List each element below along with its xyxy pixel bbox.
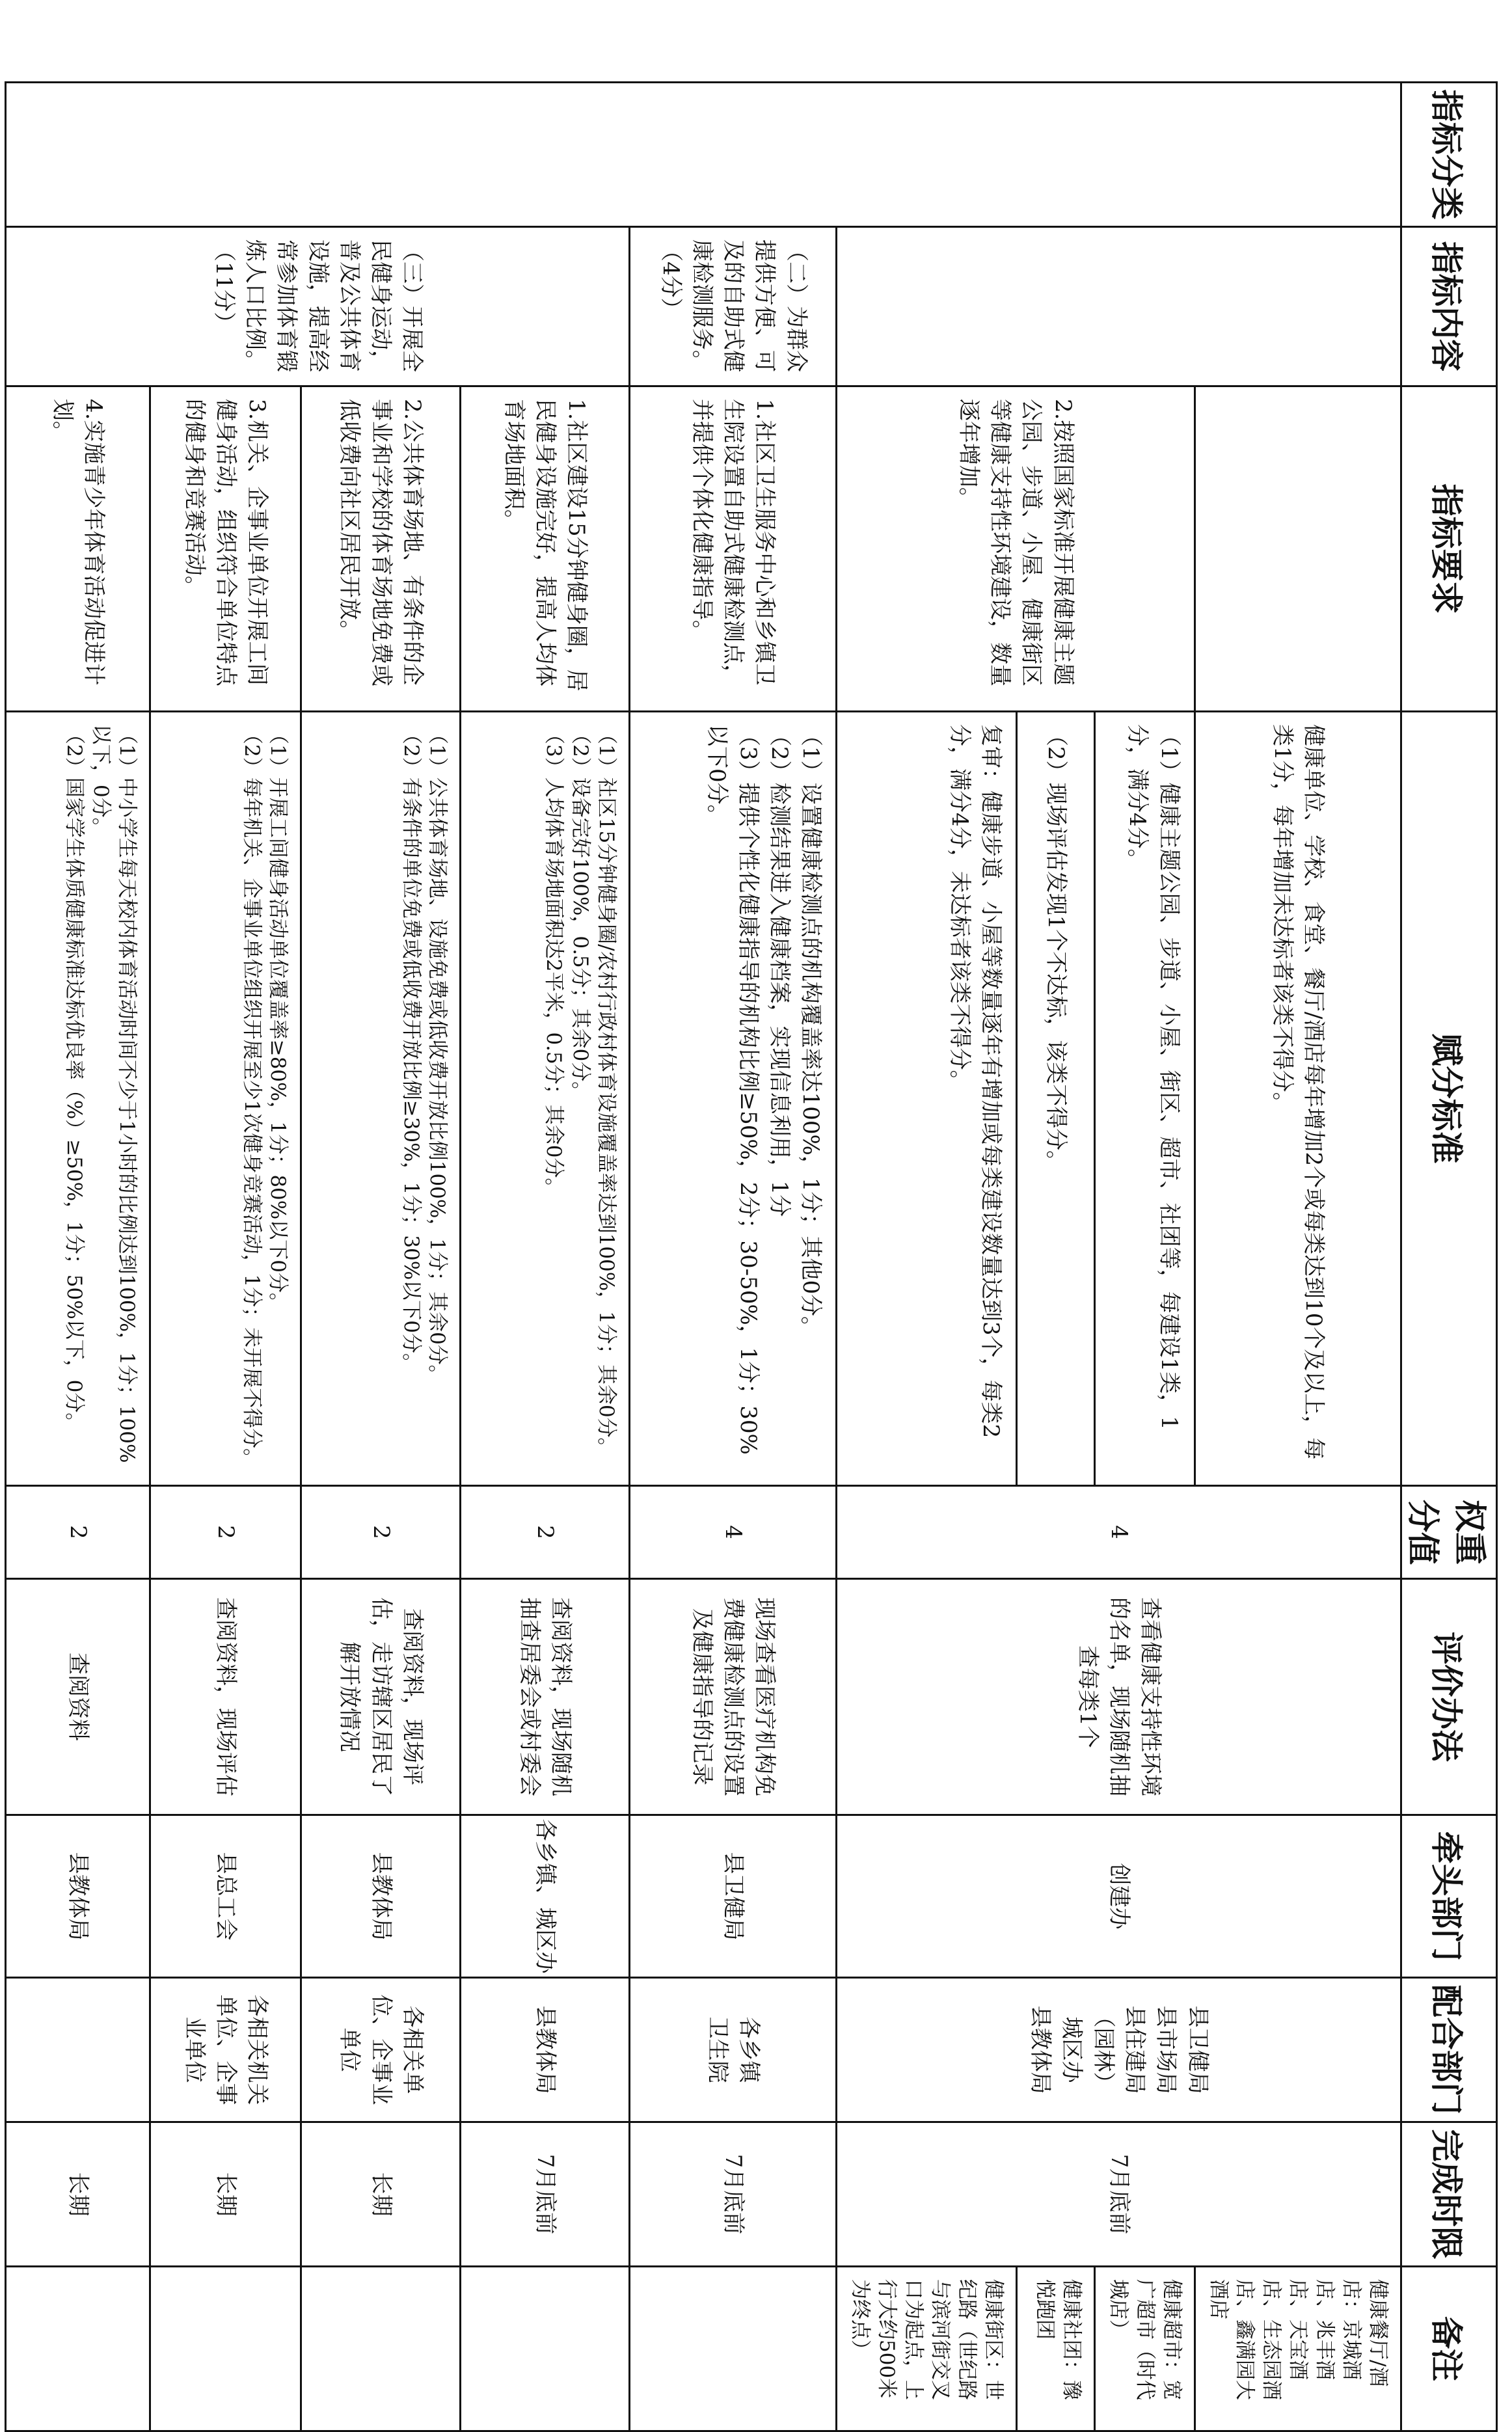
lead-cell: 县教体局 <box>301 1815 461 1978</box>
scoring-item: （3）提供个性化健康指导的机构比例≥50%，2分；30-50%，1分；30%以下0分。 <box>703 724 761 1455</box>
method-cell: 现场查看医疗机构免费健康检测点的设置及健康指导的记录 <box>630 1579 837 1815</box>
lead-cell: 创建办 <box>837 1815 1401 1978</box>
requirement-cell: 2.公共体育场地、有条件的企事业和学校的体育场地免费或低收费向社区居民开放。 <box>301 386 461 712</box>
scoring-item: （2）设备完好100%，0.5分；其余0分。 <box>568 724 592 1102</box>
header-partner: 配合部门 <box>1401 1978 1497 2122</box>
table-row <box>630 83 837 2431</box>
scoring-cell <box>630 712 837 1486</box>
header-deadline: 完成时限 <box>1401 2122 1497 2267</box>
table-row <box>301 83 461 2431</box>
scoring-item: （3）人均体育场地面积达2平米，0.5分；其余0分。 <box>541 724 565 1198</box>
requirement-cell-blank <box>1195 386 1401 712</box>
requirement-cell: 1.社区卫生服务中心和乡镇卫生院设置自助式健康检测点，并提供个体化健康指导。 <box>630 386 837 712</box>
weight-cell: 4 <box>837 1486 1401 1579</box>
table-row <box>461 83 630 2431</box>
remark-cell <box>150 2267 301 2431</box>
remark-cell: 健康超市：宽广超市（时代城店） <box>1094 2267 1195 2431</box>
requirement-cell: 4.实施青少年体育活动促进计划。 <box>6 386 150 712</box>
partner-cell: 各相关单位、企事业单位 <box>301 1978 461 2122</box>
weight-cell: 2 <box>461 1486 630 1579</box>
scoring-cell: （2）现场评估发现1个不达标，该类不得分。 <box>1016 712 1094 1486</box>
remark-cell: 健康街区：世纪路（世纪路与滨河街交叉口为起点，上行大约500米为终点） <box>837 2267 1016 2431</box>
header-weight: 权重分值 <box>1401 1486 1497 1579</box>
partner-cell: 各乡镇 卫生院 <box>630 1978 837 2122</box>
header-content: 指标内容 <box>1401 227 1497 386</box>
category-cell <box>6 83 1401 227</box>
scoring-item: （1）开展工间健身活动单位覆盖率≥80%，1分；80%以下0分。 <box>266 724 290 1313</box>
table-row <box>150 83 301 2431</box>
weight-cell: 2 <box>6 1486 150 1579</box>
partner-cell: 县卫健局 县市场局 县住建局 （园林） 城区办 县教体局 <box>837 1978 1401 2122</box>
scoring-item: （1）中小学生每天校内体育活动时间不少于1小时的比例达到100%，1分；100%以下，0分。 <box>88 724 139 1463</box>
scoring-cell: 健康单位、学校、食堂、餐厅/酒店每年增加2个或每类达到10个及以上，每类1分，每年增加未达标者该类不得分。 <box>1195 712 1401 1486</box>
index-evaluation-table <box>5 81 1498 2432</box>
method-cell: 查阅资料 <box>6 1579 150 1815</box>
deadline-cell: 长期 <box>301 2122 461 2267</box>
deadline-cell: 7月底前 <box>630 2122 837 2267</box>
deadline-cell: 7月底前 <box>461 2122 630 2267</box>
remark-cell: 健康餐厅/酒店：京城酒店、兆丰酒店、天宝酒店、生态园酒店、鑫满园大酒店 <box>1195 2267 1401 2431</box>
method-cell: 查阅资料，现场评估 <box>150 1579 301 1815</box>
requirement-cell: 3.机关、企事业单位开展工间健身活动，组织符合单位特点的健身和竞赛活动。 <box>150 386 301 712</box>
scoring-item: （2）每年机关、企事业单位组织开展至少1次健身竞赛活动，1分；未开展不得分。 <box>239 724 263 1469</box>
weight-cell: 2 <box>150 1486 301 1579</box>
header-requirement: 指标要求 <box>1401 386 1497 712</box>
requirement-cell: 2.按照国家标准开展健康主题公园、步道、小屋、健康街区等健康支持性环境建设，数量逐年增加。 <box>837 386 1195 712</box>
deadline-cell: 7月底前 <box>837 2122 1401 2267</box>
requirement-cell: 1.社区建设15分钟健身圈，居民健身设施完好，提高人均体育场地面积。 <box>461 386 630 712</box>
partner-cell: 县教体局 <box>461 1978 630 2122</box>
scoring-cell: （1）健康主题公园、步道、小屋、街区、超市、社团等，每建设1类，1分，满分4分。 <box>1094 712 1195 1486</box>
method-cell: 查看健康支持性环境的名单，现场随机抽查每类1个 <box>837 1579 1401 1815</box>
deadline-cell: 长期 <box>6 2122 150 2267</box>
header-row <box>1401 83 1497 2431</box>
scoring-item: （1）社区15分钟健身圈/农村行政村体育设施覆盖率达到100%，1分；其余0分。 <box>595 724 619 1458</box>
header-category: 指标分类 <box>1401 83 1497 227</box>
scoring-cell <box>301 712 461 1486</box>
content-cell: （二）为群众提供方便、可及的自助式健康检测服务。（4分） <box>630 227 837 386</box>
table-row <box>6 83 150 2431</box>
remark-cell <box>461 2267 630 2431</box>
scoring-item: （2）国家学生体质健康标准达标优良率（%）≥50%，1分；50%以下，0分。 <box>62 724 86 1433</box>
remark-cell: 健康社团：豫悦跑团 <box>1016 2267 1094 2431</box>
content-cell: （三）开展全民健身运动，普及公共体育设施，提高经常参加体育锻炼人口比例。（11分） <box>6 227 630 386</box>
scoring-cell <box>150 712 301 1486</box>
scoring-item: （1）公共体育场地、设施免费或低收费开放比例100%，1分；其余0分。 <box>425 724 450 1385</box>
scoring-item: （2）有条件的单位免费或低收费开放比例≥30%，1分；30%以下0分。 <box>399 724 423 1373</box>
lead-cell: 县总工会 <box>150 1815 301 1978</box>
partner-cell <box>6 1978 150 2122</box>
scoring-cell <box>461 712 630 1486</box>
scoring-cell <box>6 712 150 1486</box>
remark-cell <box>630 2267 837 2431</box>
header-remark: 备注 <box>1401 2267 1497 2431</box>
content-cell-blank <box>837 227 1401 386</box>
weight-cell: 2 <box>301 1486 461 1579</box>
deadline-cell: 长期 <box>150 2122 301 2267</box>
method-cell: 查阅资料，现场随机抽查居委会或村委会 <box>461 1579 630 1815</box>
scoring-item: （1）设置健康检测点的机构覆盖率达100%，1分；其他0分。 <box>798 724 824 1339</box>
weight-cell: 4 <box>630 1486 837 1579</box>
lead-cell: 县卫健局 <box>630 1815 837 1978</box>
header-method: 评价办法 <box>1401 1579 1497 1815</box>
scoring-item: （2）检测结果进入健康档案，实现信息利用，1分 <box>766 724 793 1217</box>
remark-cell <box>301 2267 461 2431</box>
remark-cell <box>6 2267 150 2431</box>
scoring-cell: 复审：健康步道、小屋等数量逐年有增加或每类建设数量达到3个，每类2分，满分4分，未达标者该类不得分。 <box>837 712 1016 1486</box>
table-row <box>1195 83 1401 2431</box>
header-lead: 牵头部门 <box>1401 1815 1497 1978</box>
method-cell: 查阅资料，现场评估，走访辖区居民了解开放情况 <box>301 1579 461 1815</box>
lead-cell: 各乡镇、城区办 <box>461 1815 630 1978</box>
header-scoring: 赋分标准 <box>1401 712 1497 1486</box>
partner-cell: 各相关机关单位、企事业单位 <box>150 1978 301 2122</box>
lead-cell: 县教体局 <box>6 1815 150 1978</box>
